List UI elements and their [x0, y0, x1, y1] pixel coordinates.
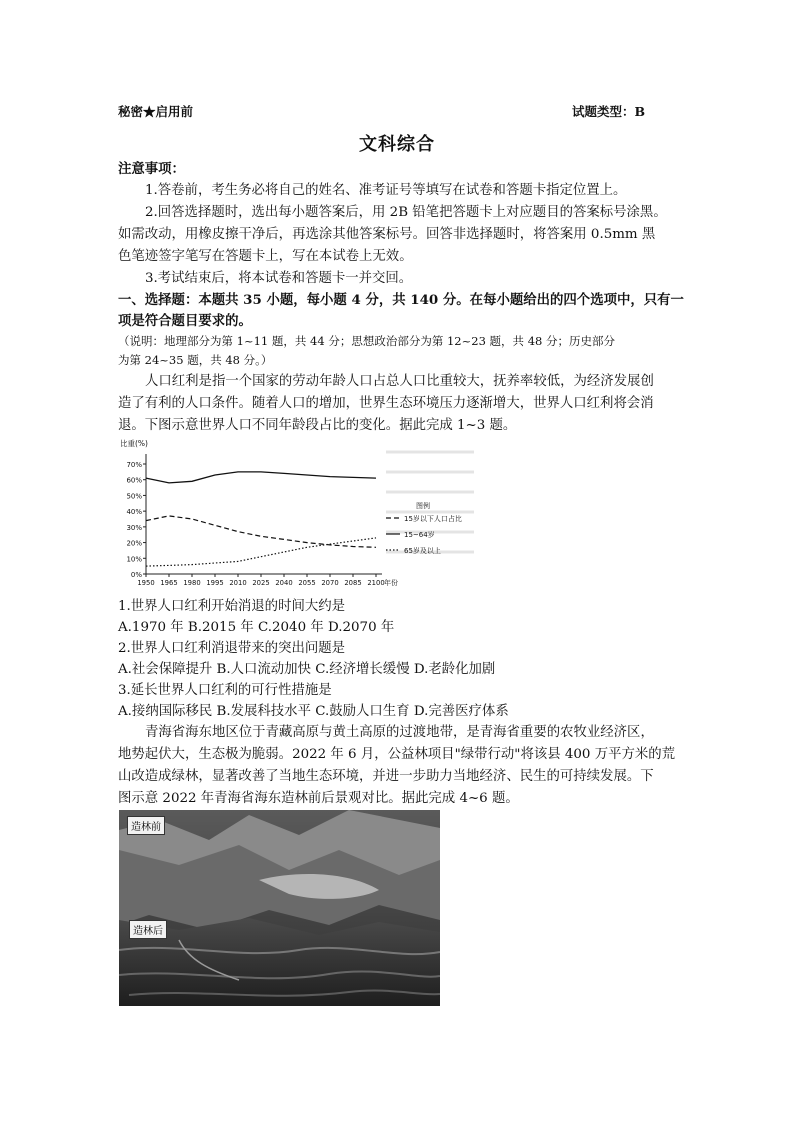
question-1: 1.世界人口红利开始消退的时间大约是	[118, 599, 346, 614]
note-item-3: 3.考试结束后，将本试卷和答题卡一并交回。	[145, 271, 413, 286]
x-tick-label: 2085	[344, 579, 362, 587]
y-tick-label: 30%	[126, 523, 142, 532]
notes-heading: 注意事项：	[118, 161, 185, 177]
note-item-2-line1: 2.回答选择题时，选出每小题答案后，用 2B 铅笔把答题卡上对应题目的答案标号涂黑。	[145, 205, 667, 220]
section-note-line2: 为第 24~35 题，共 48 分。）	[118, 353, 273, 367]
landscape-photo	[119, 810, 440, 1006]
legend-label-3: 65岁及以上	[404, 547, 441, 555]
x-tick-label: 1950	[137, 579, 155, 587]
legend-title: 图例	[416, 502, 430, 510]
passage1-line3: 退。下图示意世界人口不同年龄段占比的变化。据此完成 1~3 题。	[118, 418, 517, 433]
x-tick-label: 2040	[275, 579, 293, 587]
series-line-3	[146, 538, 376, 566]
population-chart-svg	[118, 436, 480, 588]
passage2-line2: 地势起伏大，生态极为脆弱。2022 年 6 月，公益林项目"绿带行动"将该县 400 万平方米的荒	[118, 747, 676, 762]
x-tick-label: 2055	[298, 579, 316, 587]
passage2-line3: 山改造成绿林，显著改善了当地生态环境，并进一步助力当地经济、民生的可持续发展。下	[118, 769, 654, 784]
legend-label-1: 15岁以下人口占比	[404, 515, 462, 523]
section-note-line1: （说明：地理部分为第 1~11 题，共 44 分；思想政治部分为第 12~23 题，共 48 分；历史部分	[118, 334, 615, 348]
x-axis-label: 年份	[384, 579, 398, 587]
y-axis-label: 比重(%)	[120, 439, 148, 448]
y-tick-label: 70%	[126, 461, 142, 469]
x-tick-label: 2100	[367, 579, 385, 587]
page-title: 文科综合	[359, 134, 435, 155]
passage2-line1: 青海省海东地区位于青藏高原与黄土高原的过渡地带，是青海省重要的农牧业经济区，	[145, 725, 654, 740]
y-tick-label: 10%	[126, 555, 142, 564]
x-tick-label: 2070	[321, 579, 339, 587]
question-3: 3.延长世界人口红利的可行性措施是	[118, 683, 332, 698]
x-tick-label: 1995	[206, 579, 224, 587]
exam-type: 试题类型：B	[572, 104, 646, 119]
y-tick-label: 0%	[130, 571, 142, 579]
passage1-line1: 人口红利是指一个国家的劳动年龄人口占总人口比重较大，抚养率较低，为经济发展创	[145, 374, 654, 389]
question-3-options: A.接纳国际移民 B.发展科技水平 C.鼓励人口生育 D.完善医疗体系	[118, 704, 509, 719]
y-tick-label: 40%	[126, 508, 142, 517]
section-heading-line2: 项是符合题目要求的。	[118, 313, 252, 329]
note-item-2-line3: 色笔迹签字笔写在答题卡上，写在本试卷上无效。	[118, 249, 413, 264]
note-item-1: 1.答卷前，考生务必将自己的姓名、准考证号等填写在试卷和答题卡指定位置上。	[145, 183, 627, 198]
x-tick-label: 2025	[252, 579, 270, 587]
passage1-line2: 造了有利的人口条件。随着人口的增加，世界生态环境压力逐渐增大，世界人口红利将会消	[118, 396, 654, 411]
y-tick-label: 20%	[126, 539, 142, 548]
y-tick-label: 50%	[126, 492, 142, 501]
before-label: 造林前	[127, 816, 165, 835]
x-tick-label: 1980	[183, 579, 201, 587]
landscape-photo-image	[119, 810, 440, 1006]
y-tick-label: 60%	[126, 476, 142, 485]
series-line-2	[146, 472, 376, 483]
population-chart	[118, 436, 480, 588]
question-2-options: A.社会保障提升 B.人口流动加快 C.经济增长缓慢 D.老龄化加剧	[118, 662, 496, 677]
section-heading-line1: 一、选择题：本题共 35 小题，每小题 4 分，共 140 分。在每小题给出的四个选项中，只有一	[118, 292, 684, 308]
question-2: 2.世界人口红利消退带来的突出问题是	[118, 641, 346, 656]
after-label: 造林后	[129, 920, 167, 939]
confidential-mark: 秘密★启用前	[118, 104, 194, 119]
question-1-options: A.1970 年 B.2015 年 C.2040 年 D.2070 年	[118, 620, 395, 635]
note-item-2-line2: 如需改动，用橡皮擦干净后，再选涂其他答案标号。回答非选择题时，将答案用 0.5mm 黑	[118, 227, 656, 242]
passage2-line4: 图示意 2022 年青海省海东造林前后景观对比。据此完成 4~6 题。	[118, 791, 519, 806]
legend-label-2: 15~64岁	[404, 531, 435, 539]
x-tick-label: 2010	[229, 579, 247, 587]
x-tick-label: 1965	[160, 579, 178, 587]
